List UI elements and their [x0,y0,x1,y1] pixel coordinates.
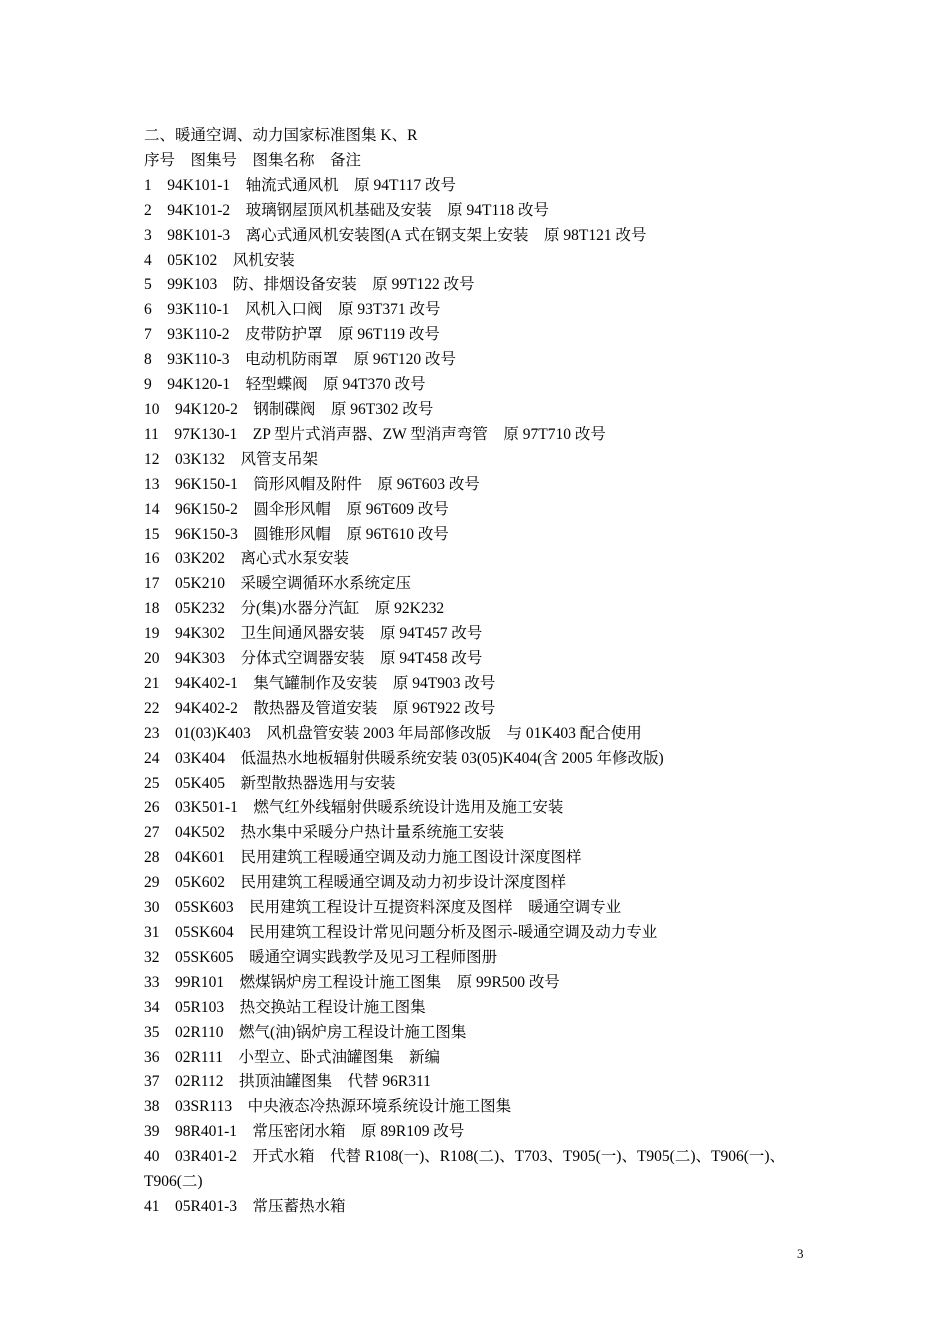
list-item: 20 94K303 分体式空调器安装 原 94T458 改号 [144,650,483,668]
list-item: 2 94K101-2 玻璃钢屋顶风机基础及安装 原 94T118 改号 [144,201,549,219]
list-item: 26 03K501-1 燃气红外线辐射供暖系统设计选用及施工安装 [144,799,564,817]
section-heading: 二、暖通空调、动力国家标准图集 K、R [144,127,418,144]
list-item: 25 05K405 新型散热器选用与安装 [144,774,396,792]
list-item: 9 94K120-1 轻型蝶阀 原 94T370 改号 [144,376,426,394]
list-item: 19 94K302 卫生间通风器安装 原 94T457 改号 [144,625,483,643]
list-item: 36 02R111 小型立、卧式油罐图集 新编 [144,1048,440,1066]
list-item: 5 99K103 防、排烟设备安装 原 99T122 改号 [144,276,475,294]
list-item: 16 03K202 离心式水泵安装 [144,550,349,568]
page-number: 3 [797,1246,804,1261]
list-item: 27 04K502 热水集中采暖分户热计量系统施工安装 [144,824,504,842]
list-item: 41 05R401-3 常压蓄热水箱 [144,1197,346,1215]
list-item: 38 03SR113 中央液态冷热源环境系统设计施工图集 [144,1098,512,1116]
list-item: 13 96K150-1 筒形风帽及附件 原 96T603 改号 [144,475,480,493]
list-item: 35 02R110 燃气(油)锅炉房工程设计施工图集 [144,1023,467,1041]
column-header: 序号 图集号 图集名称 备注 [144,151,362,169]
atlas-list [144,174,834,1220]
list-item: 4 05K102 风机安装 [144,251,295,269]
document-body [144,124,834,1220]
list-item: 8 93K110-3 电动机防雨罩 原 96T120 改号 [144,351,456,369]
list-item: 31 05SK604 民用建筑工程设计常见问题分析及图示-暖通空调及动力专业 [144,924,658,941]
list-item: 32 05SK605 暖通空调实践教学及见习工程师图册 [144,948,498,966]
list-item: 18 05K232 分(集)水器分汽缸 原 92K232 [144,600,445,618]
list-item: 30 05SK603 民用建筑工程设计互提资料深度及图样 暖通空调专业 [144,899,622,917]
list-item: 10 94K120-2 钢制碟阀 原 96T302 改号 [144,400,434,418]
list-item: 40 03R401-2 开式水箱 代替 R108(一)、R108(二)、T703、T905(一)、T905(二)、T906(一)、T906(二) [144,1148,786,1191]
list-item: 12 03K132 风管支吊架 [144,450,318,468]
list-item: 11 97K130-1 ZP 型片式消声器、ZW 型消声弯管 原 97T710 改号 [144,425,606,443]
list-item: 3 98K101-3 离心式通风机安装图(A 式在钢支架上安装 原 98T121 改号 [144,226,647,244]
list-item: 1 94K101-1 轴流式通风机 原 94T117 改号 [144,176,456,194]
list-item: 22 94K402-2 散热器及管道安装 原 96T922 改号 [144,699,496,717]
list-item: 29 05K602 民用建筑工程暖通空调及动力初步设计深度图样 [144,874,566,892]
list-item: 24 03K404 低温热水地板辐射供暖系统安装 03(05)K404(含 2005 年修改版) [144,749,664,767]
list-item: 14 96K150-2 圆伞形风帽 原 96T609 改号 [144,500,449,518]
list-item: 23 01(03)K403 风机盘管安装 2003 年局部修改版 与 01K403 配合使用 [144,724,642,742]
list-item: 7 93K110-2 皮带防护罩 原 96T119 改号 [144,326,440,344]
list-item: 6 93K110-1 风机入口阀 原 93T371 改号 [144,301,441,319]
list-item: 37 02R112 拱顶油罐图集 代替 96R311 [144,1073,431,1091]
list-item: 17 05K210 采暖空调循环水系统定压 [144,575,411,593]
list-item: 21 94K402-1 集气罐制作及安装 原 94T903 改号 [144,674,496,692]
list-item: 39 98R401-1 常压密闭水箱 原 89R109 改号 [144,1123,465,1141]
list-item: 15 96K150-3 圆锥形风帽 原 96T610 改号 [144,525,449,543]
list-item: 28 04K601 民用建筑工程暖通空调及动力施工图设计深度图样 [144,849,582,867]
list-item: 33 99R101 燃煤锅炉房工程设计施工图集 原 99R500 改号 [144,973,560,991]
list-item: 34 05R103 热交换站工程设计施工图集 [144,998,426,1016]
